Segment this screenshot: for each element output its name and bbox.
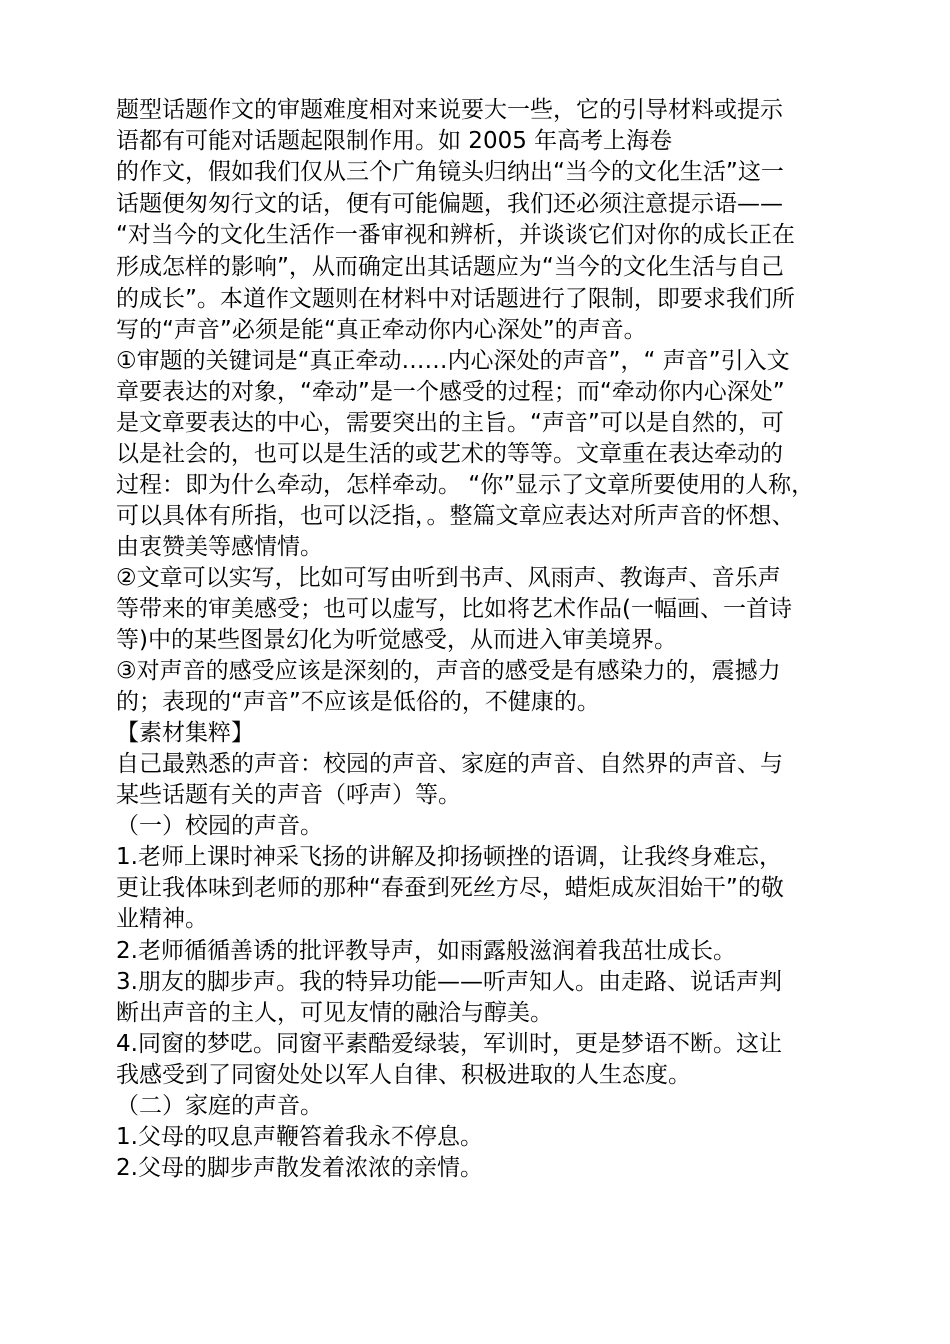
subsection-heading: （一）校园的声音。 — [116, 813, 323, 839]
text-line: ②文章可以实写，比如可写由听到书声、风雨声、教诲声、音乐声 — [116, 565, 781, 591]
text-line: 章要表达的对象，“牵动”是一个感受的过程；而“牵动你内心深处” — [116, 379, 785, 405]
section-heading: 【素材集粹】 — [116, 720, 254, 746]
text-line: 可以具体有所指，也可以泛指，。整篇文章应表达对所声音的怀想、 — [116, 503, 795, 529]
list-item: 2.老师循循善诱的批评教导声，如雨露般滋润着我茁壮成长。 — [116, 938, 736, 964]
text-line: 写的“声音”必须是能“真正牵动你内心深处”的声音。 — [116, 317, 647, 343]
list-item: 1.父母的叹息声鞭笞着我永不停息。 — [116, 1124, 483, 1150]
text-line: 等)中的某些图景幻化为听觉感受，从而进入审美境界。 — [116, 627, 677, 653]
text-line: 等带来的审美感受；也可以虚写，比如将艺术作品(一幅画、一首诗 — [116, 596, 792, 622]
text-line: 过程：即为什么牵动，怎样牵动。 “你”显示了文章所要使用的人称， — [116, 472, 815, 498]
list-item: 3.朋友的脚步声。我的特异功能——听声知人。由走路、说话声判 — [116, 969, 782, 995]
text-line: ①审题的关键词是“真正牵动……内心深处的声音”，“ 声音”引入文 — [116, 348, 790, 374]
text-line: 形成怎样的影响”，从而确定出其话题应为“当今的文化生活与自己 — [116, 254, 784, 280]
list-item: 2.父母的脚步声散发着浓浓的亲情。 — [116, 1155, 483, 1181]
text-line: 题型话题作文的审题难度相对来说要大一些，它的引导材料或提示 — [116, 97, 783, 123]
text-line: 的成长”。本道作文题则在材料中对话题进行了限制，即要求我们所 — [116, 286, 795, 312]
subsection-heading: （二）家庭的声音。 — [116, 1093, 323, 1119]
text-line: “对当今的文化生活作一番审视和辨析，并谈谈它们对你的成长正在 — [116, 222, 795, 248]
text-line: 某些话题有关的声音（呼声）等。 — [116, 782, 461, 808]
text-line: 更让我体味到老师的那种“春蚕到死丝方尽，蜡炬成灰泪始干”的敬 — [116, 875, 784, 901]
text-line: 业精神。 — [116, 906, 208, 932]
text-line: 语都有可能对话题起限制作用。如 2005 年高考上海卷 — [116, 128, 673, 154]
list-item: 1.老师上课时神采飞扬的讲解及抑扬顿挫的语调，让我终身难忘， — [116, 844, 782, 870]
text-line: 我感受到了同窗处处以军人自律、积极进取的人生态度。 — [116, 1062, 691, 1088]
text-line: 的作文，假如我们仅从三个广角镜头归纳出“当今的文化生活”这一 — [116, 159, 784, 185]
list-item: 4.同窗的梦呓。同窗平素酷爱绿装，军训时，更是梦语不断。这让 — [116, 1031, 782, 1057]
text-line: 话题便匆匆行文的话，便有可能偏题，我们还必须注意提示语—— — [116, 191, 783, 217]
text-line: ③对声音的感受应该是深刻的，声音的感受是有感染力的，震撼力 — [116, 658, 781, 684]
text-line: 自己最熟悉的声音：校园的声音、家庭的声音、自然界的声音、与 — [116, 751, 783, 777]
text-line: 由衷赞美等感情情。 — [116, 534, 323, 560]
text-line: 断出声音的主人，可见友情的融洽与醇美。 — [116, 1000, 553, 1026]
text-line: 是文章要表达的中心，需要突出的主旨。“声音”可以是自然的，可 — [116, 410, 784, 436]
text-line: 以是社会的，也可以是生活的或艺术的等等。文章重在表达牵动的 — [116, 441, 783, 467]
text-line: 的；表现的“声音”不应该是低俗的，不健康的。 — [116, 689, 600, 715]
